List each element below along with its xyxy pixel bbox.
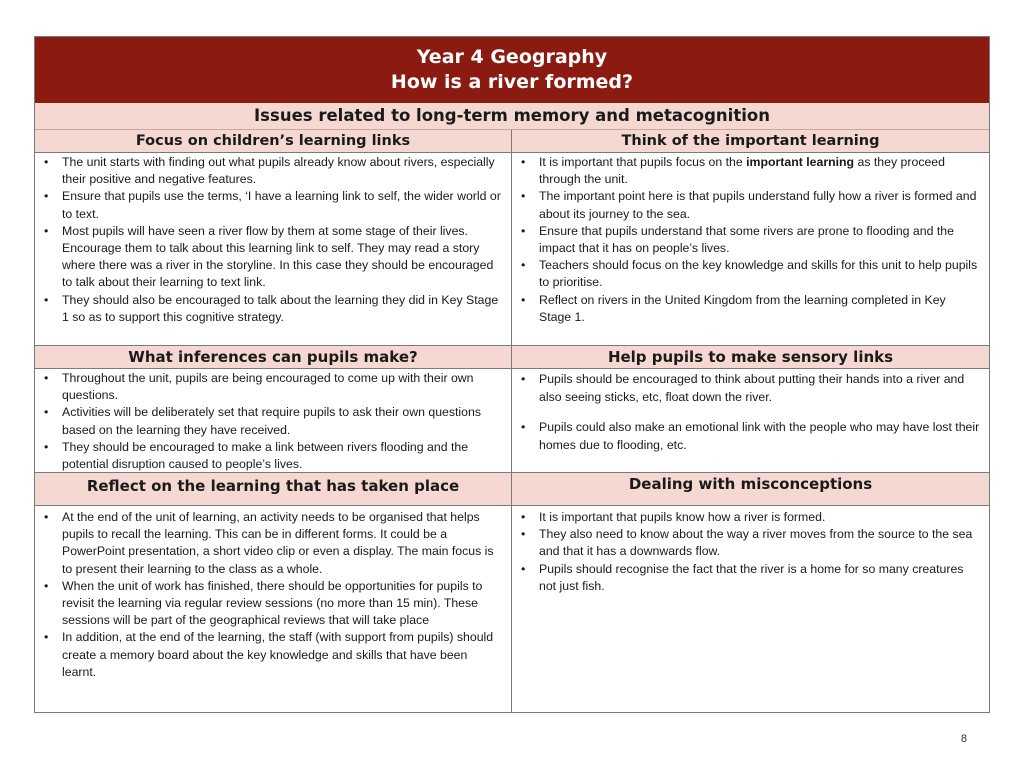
list-item: • Teachers should focus on the key knowledge and skills for this unit to help pupils to prioritise. — [521, 258, 978, 290]
section-3-left-cell — [35, 506, 512, 712]
list-item: • They also need to know about the way a river moves from the source to the sea and that it has a downwards flow. — [521, 527, 973, 559]
section-2-body-row — [35, 369, 989, 473]
list-item: • It is important that pupils know how a river is formed. — [518, 509, 981, 526]
bullet-icon: • — [44, 155, 49, 169]
bullet-icon: • — [521, 527, 526, 542]
bullet-icon: • — [44, 578, 49, 593]
list-item: • Activities will be deliberately set that require pupils to ask their own questions based on the learning they have received. — [44, 405, 481, 437]
list-item: • The important point here is that pupils understand fully how a river is formed and about its journey to the sea. — [521, 189, 977, 221]
section-1-right-cell — [512, 153, 989, 346]
list-item: • They should be encouraged to make a link between rivers flooding and the potential disruption caused to people’s lives. — [44, 439, 469, 472]
document-title: Year 4 Geography — [416, 46, 608, 68]
list-item: • When the unit of work has finished, there should be opportunities for pupils to revisit the learning via regular review sessions (no more than 15 min). These sessions will be part of the geographical reviews that will take place — [44, 578, 483, 628]
list-item: • They should also be encouraged to talk about the learning they did in Key Stage 1 so as to support this cognitive strategy. — [44, 292, 499, 324]
list-item: • Ensure that pupils use the terms, ‘I have a learning link to self, the wider world or to text. — [44, 189, 501, 221]
list-item: • Reflect on rivers in the United Kingdom from the learning completed in Key Stage 1. — [521, 292, 946, 324]
section-1-body-row — [35, 153, 989, 346]
bullet-list — [35, 506, 511, 681]
list-item: • The unit starts with finding out what pupils already know about rivers, especially their positive and negative features. — [44, 155, 495, 187]
section-1-heading-row — [35, 130, 989, 153]
section-3-right-cell — [512, 506, 989, 712]
section-heading: What inferences can pupils make? — [35, 346, 512, 369]
list-item: • At the end of the unit of learning, an activity needs to be organised that helps pupils to recall the learning. This can be in different forms. It could be a PowerPoint presentation, a short video clip or even a display. The main focus is to present their learning to the class as a whole. — [44, 510, 494, 576]
page-number: 8 — [960, 733, 967, 745]
section-heading: Think of the important learning — [512, 130, 989, 153]
emphasis-text: important learning — [746, 155, 855, 169]
bullet-icon: • — [44, 292, 49, 307]
section-1-left-cell — [35, 153, 512, 346]
list-item: • Ensure that pupils understand that some rivers are prone to flooding and the impact that it has on people’s lives. — [521, 223, 954, 256]
bullet-icon: • — [521, 223, 526, 238]
list-item: • Pupils should recognise the fact that the river is a home for so many creatures not just fish. — [521, 561, 964, 593]
bullet-icon: • — [521, 189, 526, 204]
bullet-icon: • — [521, 420, 526, 434]
section-2-heading-row — [35, 346, 989, 369]
bullet-list — [512, 153, 989, 326]
bullet-icon: • — [44, 371, 49, 385]
section-heading: Reflect on the learning that has taken place — [35, 473, 512, 506]
list-item: • Throughout the unit, pupils are being encouraged to come up with their own questions. — [44, 371, 474, 403]
section-heading: Focus on children’s learning links — [35, 130, 512, 153]
bullet-icon: • — [44, 630, 49, 645]
bullet-icon: • — [44, 223, 49, 238]
bullet-icon: • — [44, 189, 49, 204]
list-item: • It is important that pupils focus on the important learning as they proceed through the unit. — [521, 155, 945, 187]
document-question: How is a river formed? — [390, 71, 634, 93]
section-heading: Dealing with misconceptions — [512, 473, 989, 506]
list-item: • Pupils should be encouraged to think about putting their hands into a river and also seeing sticks, etc, float down the river. — [521, 372, 965, 404]
bullet-list — [35, 153, 511, 326]
bullet-icon: • — [521, 155, 526, 169]
bullet-list — [35, 369, 511, 473]
title-banner — [35, 37, 989, 103]
list-item: • In addition, at the end of the learning, the staff (with support from pupils) should create a memory board about the key knowledge and skills that have been learnt. — [44, 630, 494, 679]
section-2-right-cell — [512, 369, 989, 473]
bullet-icon: • — [44, 439, 49, 454]
bullet-icon: • — [44, 405, 49, 420]
section-heading: Help pupils to make sensory links — [512, 346, 989, 369]
bullet-icon: • — [521, 292, 526, 307]
list-item: • Most pupils will have seen a river flow by them at some stage of their lives. Encourage them to talk about this learning link to self. They may read a story where there was a river in the storyline. In this case they should be encouraged to talk about their learning to text link. — [44, 223, 494, 290]
section-3-heading-row — [35, 473, 989, 506]
bullet-icon: • — [521, 372, 526, 386]
bullet-icon: • — [521, 510, 526, 524]
document-table — [34, 36, 990, 713]
bullet-icon: • — [44, 510, 49, 524]
section-3-body-row — [35, 506, 989, 712]
bullet-list — [512, 369, 989, 454]
bullet-icon: • — [521, 561, 526, 576]
section-2-left-cell — [35, 369, 512, 473]
bullet-icon: • — [521, 258, 526, 273]
list-item: • Pupils could also make an emotional link with the people who may have lost their homes due to flooding, etc. — [521, 420, 980, 452]
document-subtitle: Issues related to long-term memory and metacognition — [35, 103, 989, 130]
bullet-list — [512, 506, 989, 595]
